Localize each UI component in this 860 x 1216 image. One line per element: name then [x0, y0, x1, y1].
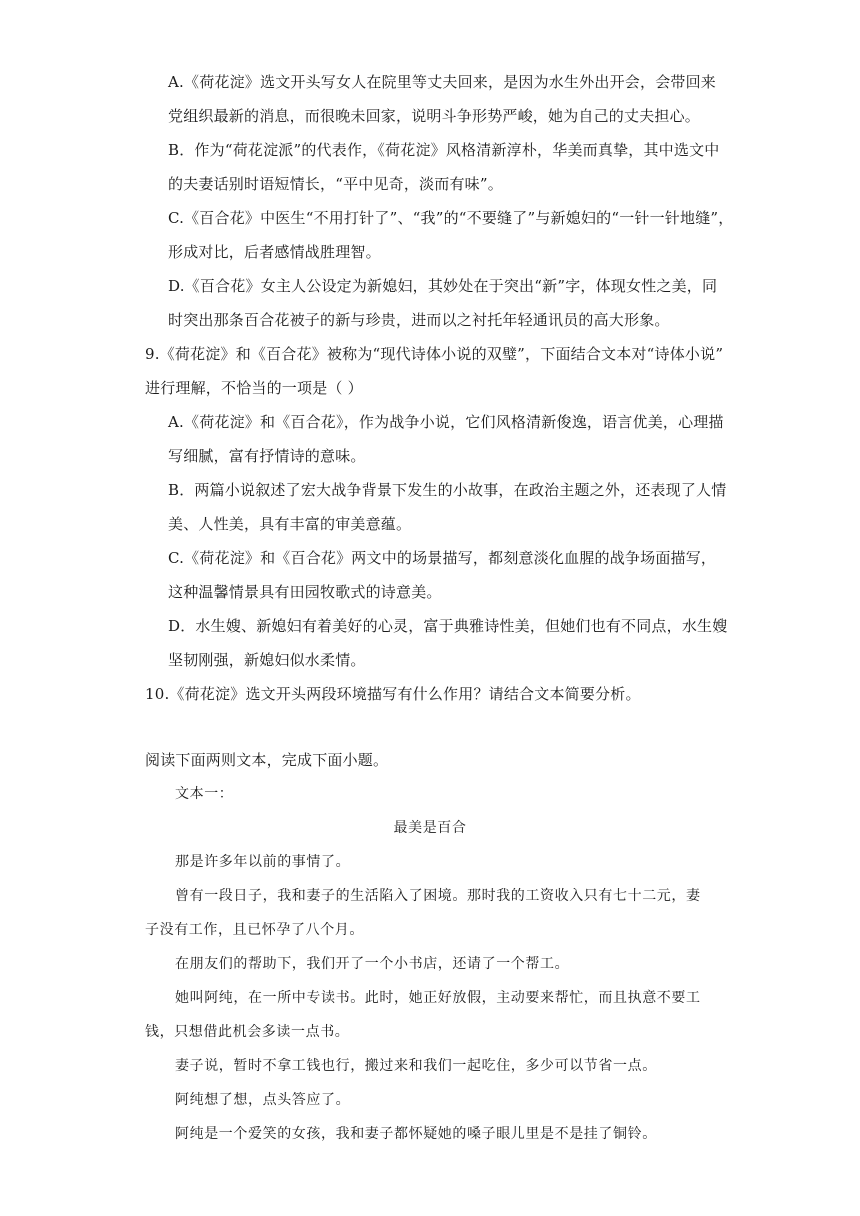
q8-option-a-line1: A.《荷花淀》选文开头写女人在院里等丈夫回来，是因为水生外出开会，会带回来 [168, 73, 717, 91]
paragraph-7: 阿纯是一个爱笑的女孩，我和妻子都怀疑她的嗓子眼儿里是不是挂了铜铃。 [175, 1126, 657, 1142]
q9-stem-line2: 进行理解，不恰当的一项是（ ） [145, 379, 363, 397]
paragraph-2-line1: 曾有一段日子，我和妻子的生活陷入了困境。那时我的工资收入只有七十二元，妻 [175, 888, 701, 904]
q8-option-b-line1: B．作为“荷花淀派”的代表作，《荷花淀》风格清新淳朴，华美而真挚，其中选文中 [168, 141, 720, 159]
paragraph-1: 那是许多年以前的事情了。 [175, 854, 351, 870]
q8-option-c-line1: C.《百合花》中医生“不用打针了”、“我”的“不要缝了”与新媳妇的“一针一针地缝”， [168, 209, 734, 227]
paragraph-6: 阿纯想了想，点头答应了。 [175, 1092, 351, 1108]
q9-option-c-line1: C.《荷花淀》和《百合花》两文中的场景描写，都刻意淡化血腥的战争场面描写， [168, 549, 717, 567]
q9-option-d-line2: 坚韧刚强，新媳妇似水柔情。 [168, 651, 366, 669]
q9-option-b-line2: 美、人性美，具有丰富的审美意蕴。 [168, 515, 412, 533]
text-one-label: 文本一： [175, 786, 234, 802]
q9-stem-line1: 9.《荷花淀》和《百合花》被称为“现代诗体小说的双璧”，下面结合文本对“诗体小说” [145, 345, 724, 363]
q8-option-a-line2: 党组织最新的消息，而很晚未回家，说明斗争形势严峻，她为自己的丈夫担心。 [168, 107, 701, 125]
q8-option-d-line2: 时突出那条百合花被子的新与珍贵，进而以之衬托年轻通讯员的高大形象。 [168, 311, 670, 329]
q9-option-a-line1: A.《荷花淀》和《百合花》，作为战争小说，它们风格清新俊逸，语言优美，心理描 [168, 413, 724, 431]
q9-option-c-line2: 这种温馨情景具有田园牧歌式的诗意美。 [168, 583, 442, 601]
paragraph-4-line2: 钱，只想借此机会多读一点书。 [145, 1024, 350, 1040]
q9-option-a-line2: 写细腻，富有抒情诗的意味。 [168, 447, 366, 465]
paragraph-5: 妻子说，暂时不拿工钱也行，搬过来和我们一起吃住，多少可以节省一点。 [175, 1058, 657, 1074]
q8-option-d-line1: D.《百合花》女主人公设定为新媳妇，其妙处在于突出“新”字，体现女性之美，同 [168, 277, 718, 295]
q8-option-c-line2: 形成对比，后者感情战胜理智。 [168, 243, 381, 261]
paragraph-3: 在朋友们的帮助下，我们开了一个小书店，还请了一个帮工。 [175, 956, 570, 972]
q9-option-b-line1: B．两篇小说叙述了宏大战争背景下发生的小故事，在政治主题之外，还表现了人情 [168, 481, 727, 499]
q9-option-d-line1: D．水生嫂、新媳妇有着美好的心灵，富于典雅诗性美，但她们也有不同点，水生嫂 [168, 617, 728, 635]
q8-option-b-line2: 的夫妻话别时语短情长，“平中见奇，淡而有味”。 [168, 175, 503, 193]
paragraph-4-line1: 她叫阿纯，在一所中专读书。此时，她正好放假，主动要来帮忙，而且执意不要工 [175, 990, 701, 1006]
q10-stem: 10.《荷花淀》选文开头两段环境描写有什么作用？请结合文本简要分析。 [145, 685, 641, 703]
paragraph-2-line2: 子没有工作，且已怀孕了八个月。 [145, 922, 364, 938]
reading-intro: 阅读下面两则文本，完成下面小题。 [145, 751, 389, 769]
article-title: 最美是百合 [393, 820, 467, 836]
